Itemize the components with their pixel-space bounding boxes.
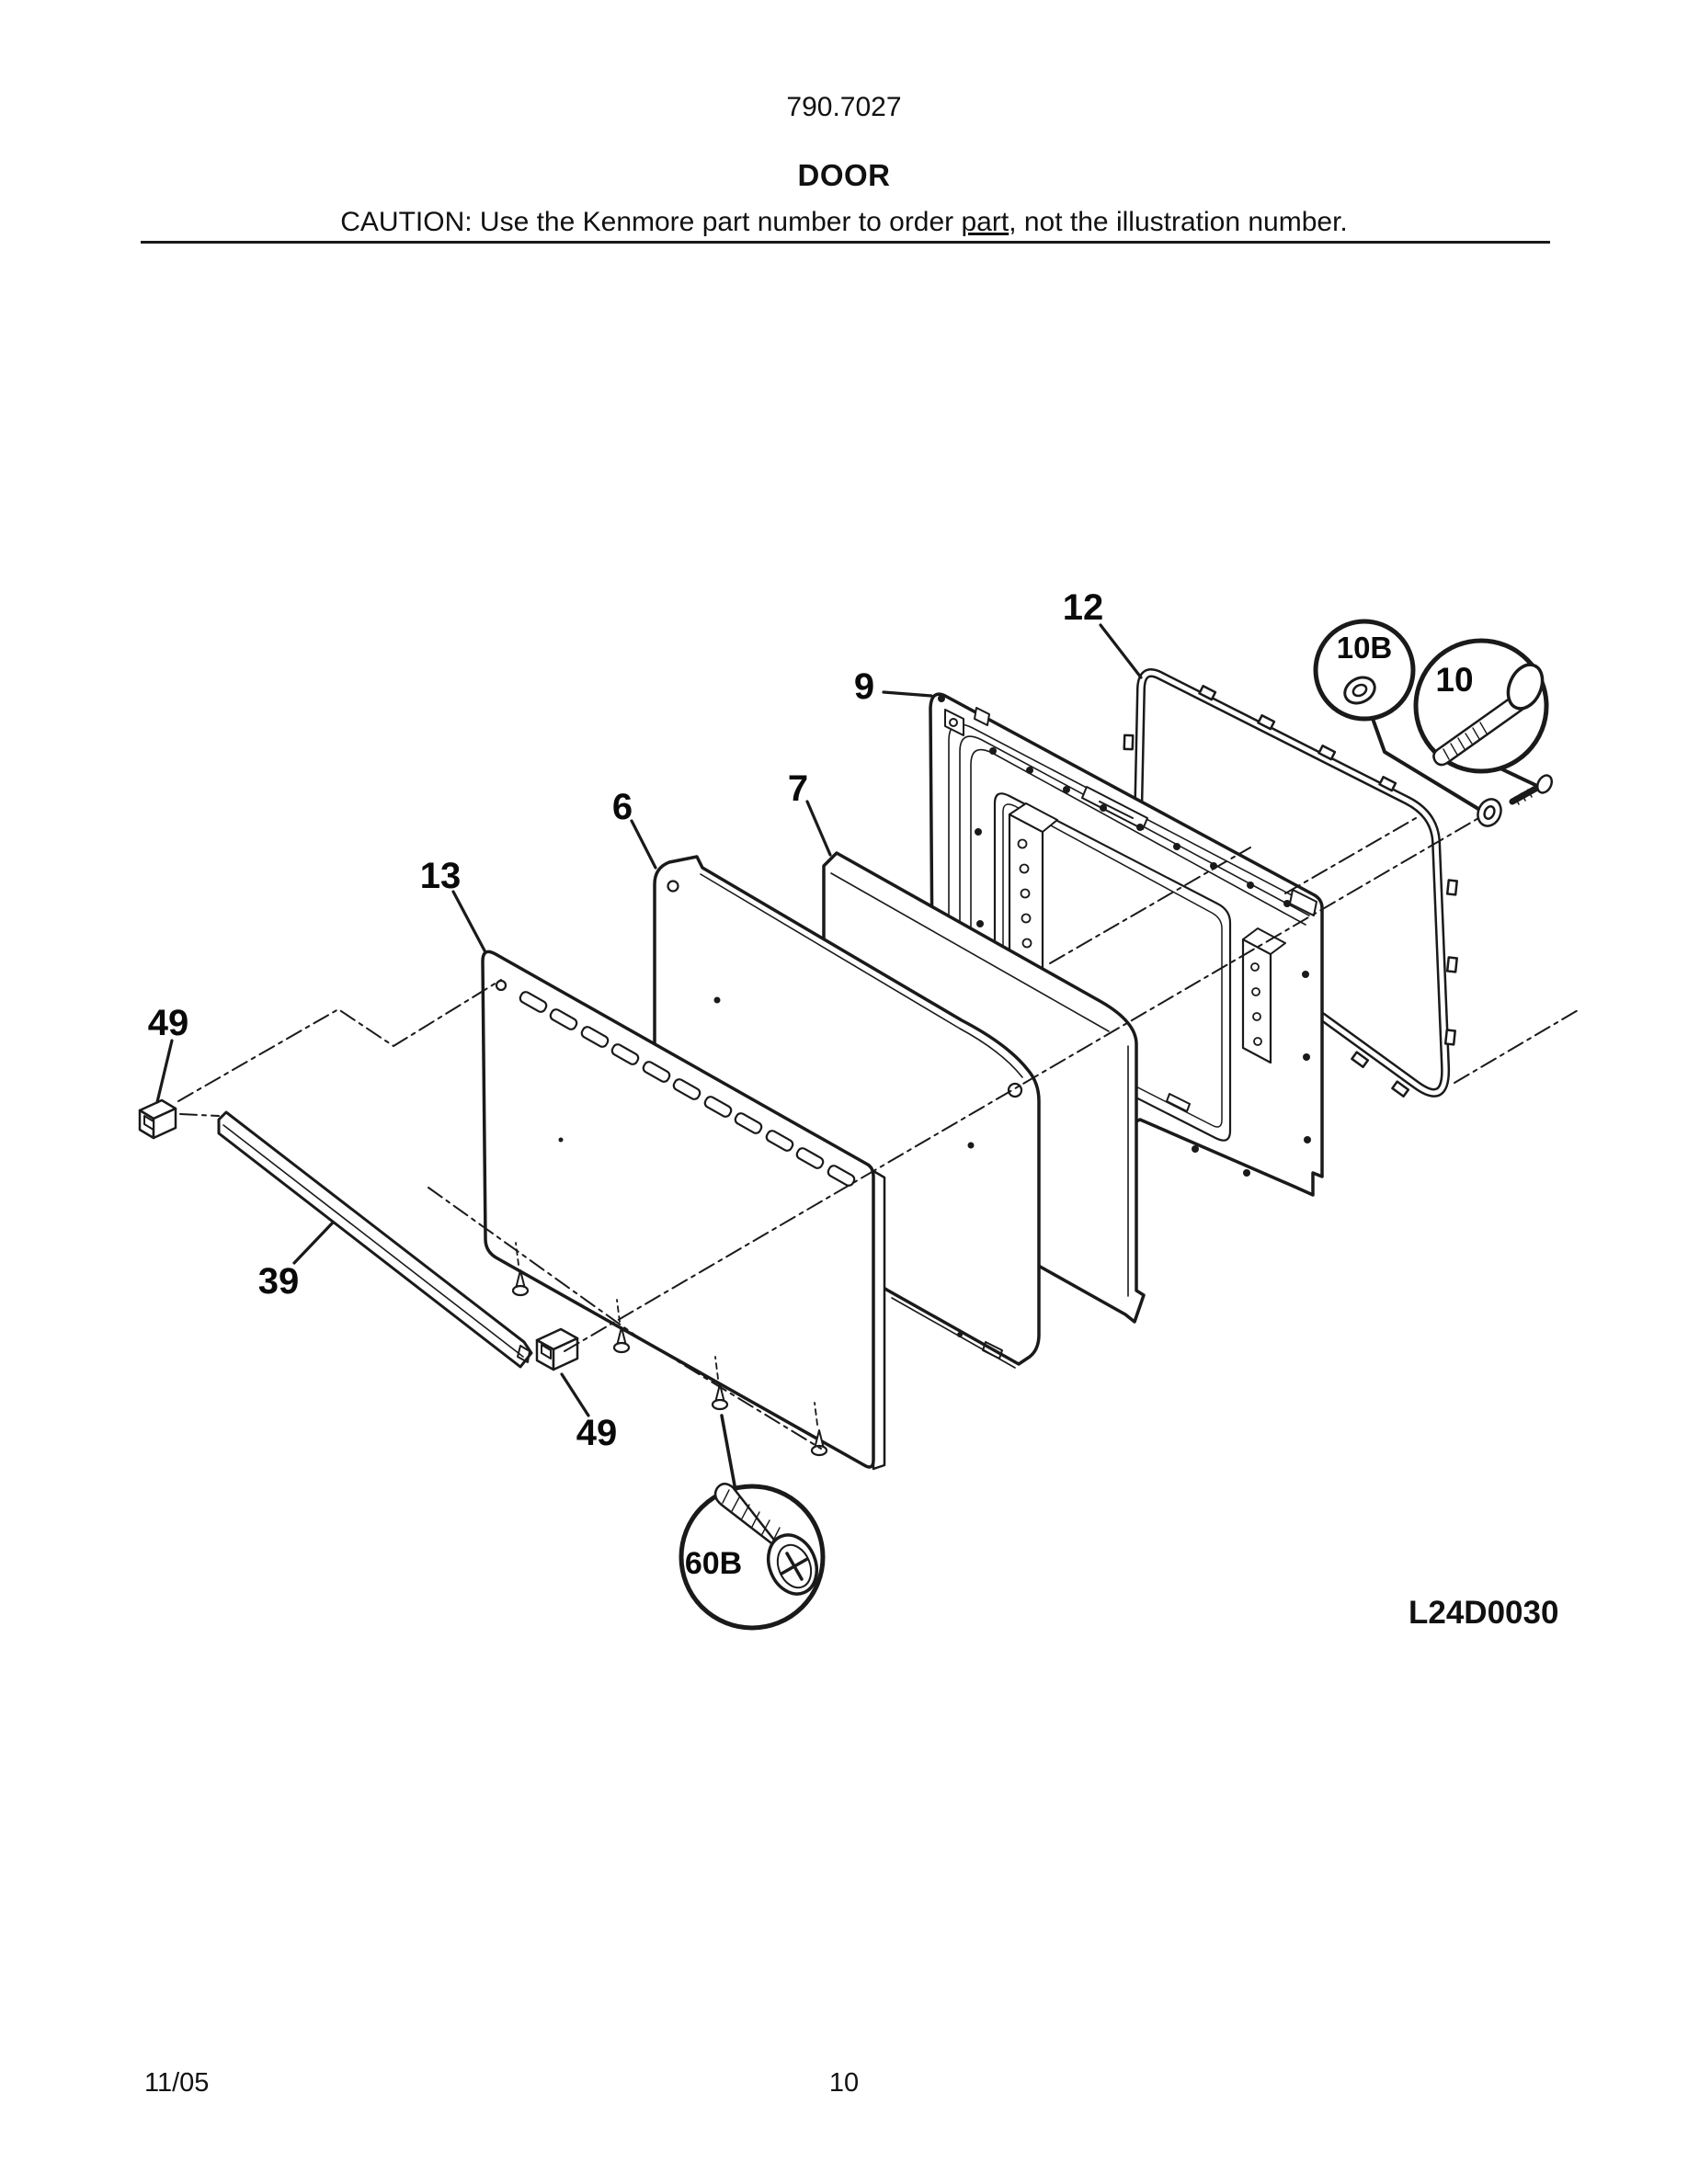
part-label-13: 13 [419,856,462,896]
part-label-10: 10 [1435,661,1474,699]
bolt-head [1534,773,1555,795]
rivet-dot [714,997,721,1004]
callout-circle-60b [681,1416,826,1628]
leader-13 [453,892,485,952]
part-label-39: 39 [257,1261,300,1302]
clip-hole [950,719,957,726]
part-label-49-right: 49 [576,1413,618,1453]
leader-7 [807,802,830,855]
projection-line [1285,818,1416,893]
caution-prefix: CAUTION: Use the Kenmore part number to order [340,207,962,237]
gasket-clip [1352,1052,1367,1067]
projection-line [180,1114,219,1116]
part-label-10b: 10B [1336,631,1393,665]
end-cap-right [537,1329,577,1370]
part-label-7: 7 [787,768,809,809]
rivet-dot [1302,971,1309,978]
rivet-dot [1192,1145,1199,1153]
rivet-dot [957,1332,963,1337]
caution-underlined-word: part [961,207,1009,237]
leader-9 [884,692,931,696]
projection-line [1454,1009,1580,1083]
rivet-dot [1247,882,1254,889]
rivet-dot [1173,843,1180,850]
hinge-bracket-right [1243,939,1271,1063]
gasket-clip [1447,958,1457,973]
footer-revision-date: 11/05 [144,2068,210,2098]
rivet-dot [1283,900,1291,907]
part-label-49-left: 49 [147,1003,189,1043]
rivet-dot [938,695,945,702]
rivet-dot [1063,786,1070,793]
callout-leader-10 [1502,769,1535,785]
trim-bar-lip [223,1125,523,1357]
leader-39 [294,1223,333,1263]
rivet-dot [968,1143,975,1149]
rivet-dot [989,747,997,755]
model-number: 790.7027 [786,92,902,122]
screw-head [614,1343,629,1352]
projection-line [178,980,501,1101]
leader-6 [632,821,656,868]
leader-49-left [157,1041,172,1102]
gasket-clip [1124,735,1134,749]
rivet-dot [976,920,984,927]
screw-head [513,1286,528,1295]
washer-part [1474,795,1505,829]
rivet-dot [559,1138,564,1143]
page-title: DOOR [797,158,891,192]
part-label-12: 12 [1062,587,1104,628]
rivet-dot [1303,1053,1310,1061]
rivet-dot [1304,1136,1311,1143]
footer-page-number: 10 [828,2068,860,2098]
gasket-clip [1445,1030,1455,1045]
gasket-clip [1447,881,1457,895]
rivet-dot [1243,1169,1250,1177]
part-label-6: 6 [611,787,633,827]
leader-49-right [562,1374,588,1416]
rivet-dot [975,828,982,836]
rivet-dot [1136,824,1144,831]
part-label-60b: 60B [684,1546,743,1581]
caution-suffix: , not the illustration number. [1009,207,1348,237]
leader-12 [1101,625,1141,677]
diagram-id: L24D0030 [1409,1595,1559,1631]
end-cap-left [140,1100,176,1138]
rivet-dot [1100,804,1107,812]
callout-leader-60b [722,1416,735,1485]
screw-head [713,1400,727,1409]
outer-panel-side-face [873,1171,884,1469]
part-label-9: 9 [853,666,875,707]
rivet-dot [1026,767,1033,774]
gasket-clip [1392,1082,1408,1097]
